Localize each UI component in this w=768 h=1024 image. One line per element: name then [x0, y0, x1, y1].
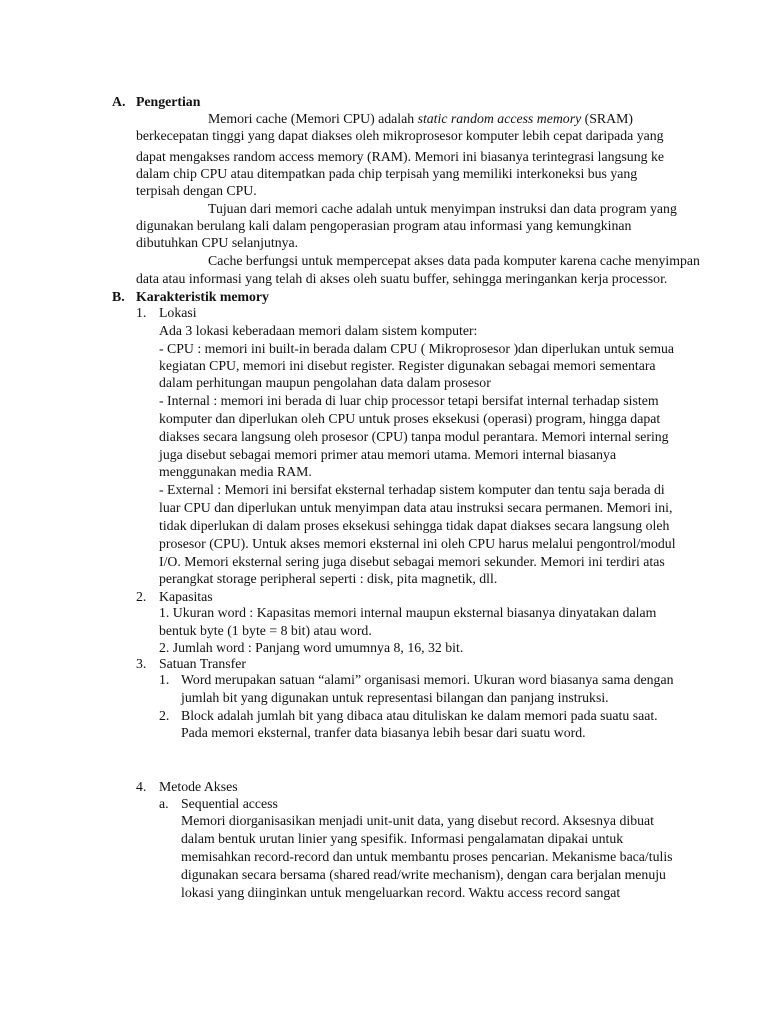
section-a-p2-line: dibutuhkan CPU selanjutnya.: [136, 235, 299, 250]
item4-suba-line: memisahkan record-record dan untuk membantu proses pencarian. Mekanisme baca/tulis: [181, 849, 673, 864]
item2-line: bentuk byte (1 byte = 8 bit) atau word.: [159, 623, 372, 638]
item4-suba-label: a.: [159, 796, 169, 811]
item1-line: juga disebut sebagai memori primer atau memori utama. Memori internal biasanya: [159, 447, 617, 462]
p1-text-pre: Memori cache (Memori CPU) adalah: [208, 111, 418, 126]
item1-line: dalam perhitungan maupun pengolahan data dalam prosesor: [159, 375, 491, 390]
section-a-label: A.: [112, 94, 126, 109]
item3-sub1-number: 1.: [159, 672, 170, 687]
item2-number: 2.: [136, 589, 147, 604]
item1-line: perangkat storage peripheral seperti : disk, pita magnetik, dll.: [159, 571, 498, 586]
item1-line: - External : Memori ini bersifat eksternal terhadap sistem komputer dan tentu saja berada di: [159, 482, 665, 497]
item4-suba-line: lokasi yang diinginkan untuk mengeluarkan record. Waktu access record sangat: [181, 885, 621, 900]
item1-line: - Internal : memori ini berada di luar chip processor tetapi bersifat internal terhadap sistem: [159, 393, 659, 408]
item1-number: 1.: [136, 305, 147, 320]
item1-line: kegiatan CPU, memori ini disebut register. Register digunakan sebagai memori sementara: [159, 358, 656, 373]
item3-sub2-line: Pada memori eksternal, tranfer data biasanya lebih besar dari suatu word.: [181, 725, 586, 740]
item1-line: prosesor (CPU). Untuk akses memori eksternal ini oleh CPU harus melalui pengontrol/modul: [159, 536, 676, 551]
item2-title: Kapasitas: [159, 589, 213, 604]
p1-text-italic: static random access memory: [417, 111, 582, 126]
section-a-p1-line: dapat mengakses random access memory (RAM). Memori ini biasanya terintegrasi langsung ke: [136, 149, 664, 164]
section-a-heading: Pengertian: [136, 94, 201, 109]
item4-suba-line: digunakan secara bersama (shared read/write mechanism), dengan cara berjalan menuju: [181, 867, 666, 882]
p1-text-post: (SRAM): [581, 111, 633, 126]
item4-suba-title: Sequential access: [181, 796, 278, 811]
item1-line: Ada 3 lokasi keberadaan memori dalam sistem komputer:: [159, 323, 478, 338]
item1-line: I/O. Memori eksternal sering juga disebut sebagai memori sekunder. Memori ini terdiri atas: [159, 554, 665, 569]
item1-line: tidak diperlukan di dalam proses eksekusi sehingga tidak dapat diakses secara langsung oleh: [159, 518, 670, 533]
item3-sub1-line: Word merupakan satuan “alami” organisasi memori. Ukuran word biasanya sama dengan: [181, 672, 674, 687]
section-a-p1-line1: [208, 110, 633, 127]
item1-line: komputer dan diperlukan oleh CPU untuk proses eksekusi (operasi) program, hingga dapat: [159, 411, 661, 426]
item3-sub1-line: jumlah bit yang digunakan untuk representasi bilangan dan panjang instruksi.: [181, 690, 609, 705]
item1-title: Lokasi: [159, 305, 197, 320]
section-a-p1-line: dalam chip CPU atau ditempatkan pada chip terpisah yang memiliki interkoneksi bus yang: [136, 166, 638, 181]
item1-line: - CPU : memori ini built-in berada dalam CPU ( Mikroprosesor )dan diperlukan untuk semua: [159, 341, 674, 356]
section-a-p1-line: berkecepatan tinggi yang dapat diakses oleh mikroprosesor komputer lebih cepat daripada yang: [136, 128, 664, 143]
section-a-p2-line: digunakan berulang kali dalam pengoperasian program atau informasi yang kemungkinan: [136, 218, 632, 233]
section-b-heading: Karakteristik memory: [136, 289, 269, 304]
item2-line: 1. Ukuran word : Kapasitas memori internal maupun eksternal biasanya dinyatakan dalam: [159, 605, 657, 620]
section-a-p2-line: Tujuan dari memori cache adalah untuk menyimpan instruksi dan data program yang: [208, 201, 677, 216]
item3-sub2-line: Block adalah jumlah bit yang dibaca atau dituliskan ke dalam memori pada suatu saat.: [181, 708, 658, 723]
item2-line: 2. Jumlah word : Panjang word umumnya 8, 16, 32 bit.: [159, 640, 464, 655]
item4-suba-line: dalam bentuk urutan linier yang spesifik. Informasi pengalamatan dipakai untuk: [181, 831, 624, 846]
section-b-label: B.: [112, 289, 125, 304]
item1-line: menggunakan media RAM.: [159, 464, 312, 479]
section-a-p3-line: Cache berfungsi untuk mempercepat akses data pada komputer karena cache menyimpan: [208, 253, 700, 268]
item4-number: 4.: [136, 779, 147, 794]
item4-suba-line: Memori diorganisasikan menjadi unit-unit data, yang disebut record. Aksesnya dibuat: [181, 813, 654, 828]
item3-title: Satuan Transfer: [159, 656, 246, 671]
item1-line: diakses secara langsung oleh prosesor (CPU) tanpa modul perantara. Memori internal sering: [159, 429, 669, 444]
item1-line: luar CPU dan diperlukan untuk menyimpan data atau instruksi secara permanen. Memori ini,: [159, 500, 673, 515]
item3-number: 3.: [136, 656, 147, 671]
section-a-p1-line: terpisah dengan CPU.: [136, 183, 257, 198]
section-a-p3-line: data atau informasi yang telah di akses oleh suatu buffer, sehingga meringankan kerja processor.: [136, 271, 668, 286]
item3-sub2-number: 2.: [159, 708, 170, 723]
item4-title: Metode Akses: [159, 779, 238, 794]
